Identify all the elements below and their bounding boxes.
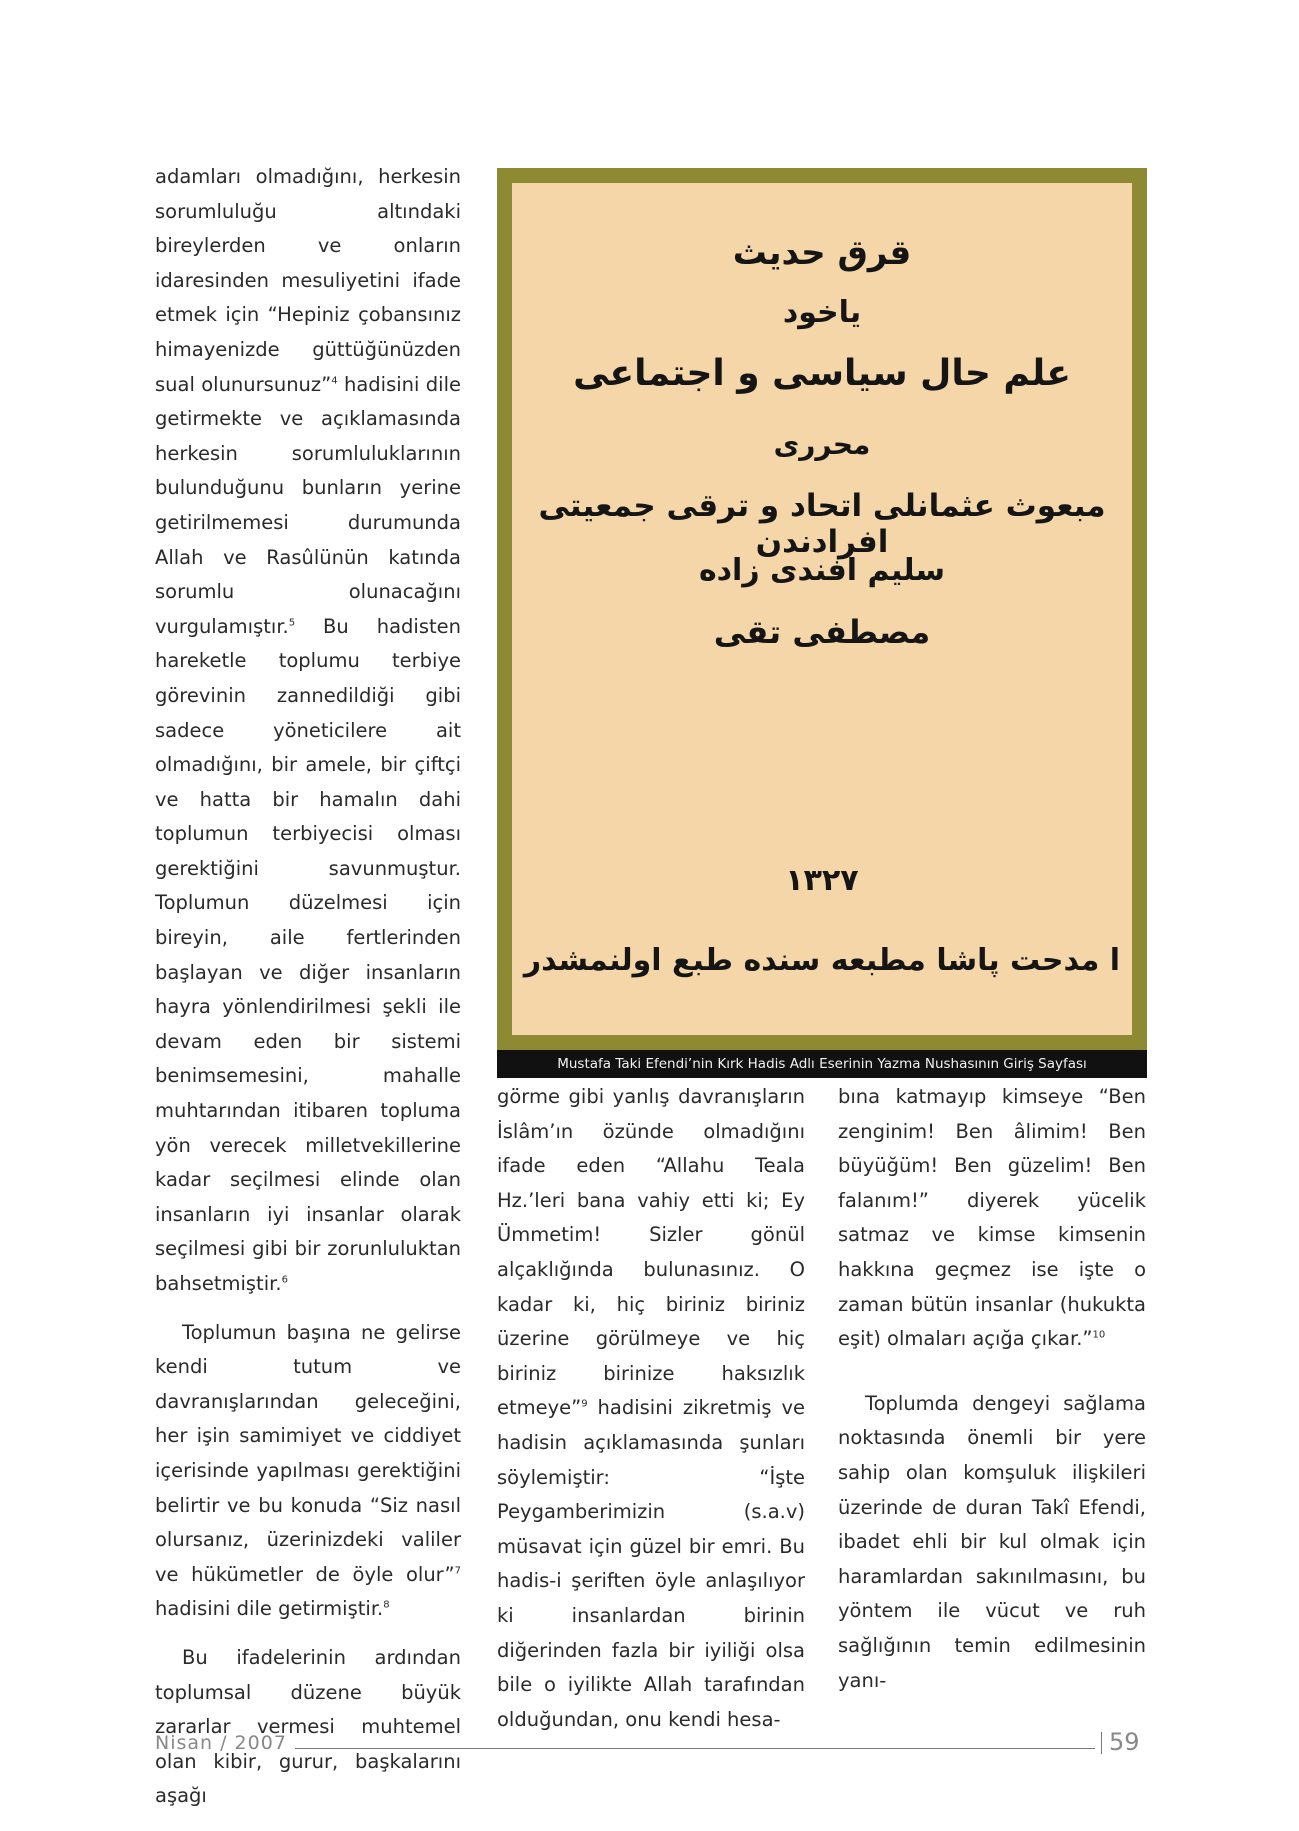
text-run: hadisini dile getirmekte ve açıklamasında herkesin sorumluluklarının bulunduğunu bunların yerine getirilmemesi durumunda Allah ve Rasûlünün katında sorumlu olunacağını vurgulamıştır. [155,372,461,638]
text-column-middle [497,1080,805,1737]
footnote-ref: 6 [281,1274,288,1286]
paragraph [497,1080,805,1737]
text-column-left [155,160,461,1814]
paragraph [838,1387,1146,1698]
footnote-ref: 10 [1092,1329,1106,1341]
text-run: görme gibi yanlış davranışların İslâm’ın özünde olmadığını ifade eden “Allahu Teala Hz.’leri bana vahiy etti ki; Ey Ümmetim! Sizler gönül alçaklığında bulunasınız. O kadar ki, hiç biriniz biriniz üzerine görülmeye ve hiç biriniz birinize haksızlık etmeye” [497,1085,805,1420]
text-run: Bu hadisten hareketle toplumu terbiye görevinin zannedildiği gibi sadece yöneticilere ait olmadığını, bir amele, bir çiftçi ve hatta bir hamalın dahi toplumun terbiyecisi olması gerektiğini savunmuştur. Toplumun düzelmesi için bireyin, aile fertlerinden başlayan ve diğer insanların hayra yönlendirilmesi şekli ile devam eden bir sistemi benimsemesini, mahalle muhtarından itibaren topluma yön verecek milletvekillerine kadar seçilmesi elinde olan insanların iyi insanlar olarak seçilmesi gibi bir zorunluluktan bahsetmiştir. [155,614,461,1295]
manuscript-image [512,183,1132,1035]
manuscript-line: ياخود [782,295,862,330]
manuscript-line: علم حال سياسى و اجتماعى [573,353,1071,394]
manuscript-line: مصطفى تقى [713,613,931,651]
figure-caption: Mustafa Taki Efendi’nin Kırk Hadis Adlı Eserinin Yazma Nushasının Giriş Sayfası [497,1050,1147,1078]
manuscript-line: محررى [773,428,871,461]
paragraph [155,160,461,1302]
footer-rule [295,1748,1095,1749]
footnote-ref: 4 [331,375,338,387]
manuscript-line: ا مدحت پاشا مطبعه سنده طبع اولنمشدر [523,943,1121,978]
manuscript-line: قرق حديث [732,233,912,273]
text-run: hadisini zikretmiş ve hadisin açıklamasında şunları söylemiştir: “İşte Peygamberimizin (s.a.v) müsavat için güzel bir emri. Bu hadis-i şeriften öyle anlaşılıyor ki insanlardan birinin diğerinden fazla bir iyiliği olsa bile o iyilikte Allah tarafından olduğundan, onu kendi hesa- [497,1396,805,1731]
paragraph [155,1641,461,1814]
text-run: Toplumda dengeyi sağlama noktasında önemli bir yere sahip olan komşuluk ilişkileri üzerinde de duran Takî Efendi, ibadet ehli bir kul olmak için haramlardan sakınılmasını, bu yöntem ile vücut ve ruh sağlığının temin edilmesinin yanı- [838,1391,1146,1692]
text-run: bına katmayıp kimseye “Ben zenginim! Ben âlimim! Ben büyüğüm! Ben güzelim! Ben falanım!” diyerek yücelik satmaz ve kimse kimsenin hakkına geçmez ise işte o zaman bütün insanlar (hukukta eşit) olmaları açığa çıkar.” [838,1085,1146,1351]
footnote-ref: 5 [288,617,296,629]
page-number: 59 [1109,1728,1140,1756]
manuscript-line: ١٣٢٧ [785,863,859,898]
text-run: adamları olmadığını, herkesin sorumluluğu altındaki bireylerden ve onların idaresinden mesuliyetini ifade etmek için “Hepiniz çobansınız himayenizde güttüğünüzden sual olunursunuz” [155,165,461,396]
paragraph [155,1316,461,1627]
text-run: Toplumun başına ne gelirse kendi tutum ve davranışlarından geleceğini, her işin samimiyet ve ciddiyet içerisinde yapılması gerektiğini belirtir ve bu konuda “Siz nasıl olursanız, üzerinizdeki valiler ve hükümetler de öyle olur” [155,1320,461,1586]
footnote-ref: 7 [454,1565,461,1577]
manuscript-line: مبعوث عثمانلى اتحاد و ترقى جمعيتى افرادندن [538,488,1106,560]
paragraph [838,1080,1146,1357]
text-run: hadisini dile getirmiştir. [155,1597,384,1621]
footnote-ref: 8 [383,1599,390,1611]
footer-divider [1101,1732,1102,1754]
text-run: Bu ifadelerinin ardından toplumsal düzene büyük zararlar vermesi muhtemel olan kibir, gurur, başkalarını aşağı [155,1645,461,1808]
footnote-ref: 9 [581,1398,588,1410]
text-column-right [838,1080,1146,1698]
manuscript-line: سليم افندى زاده [698,553,946,588]
issue-date: Nisan / 2007 [155,1732,287,1754]
